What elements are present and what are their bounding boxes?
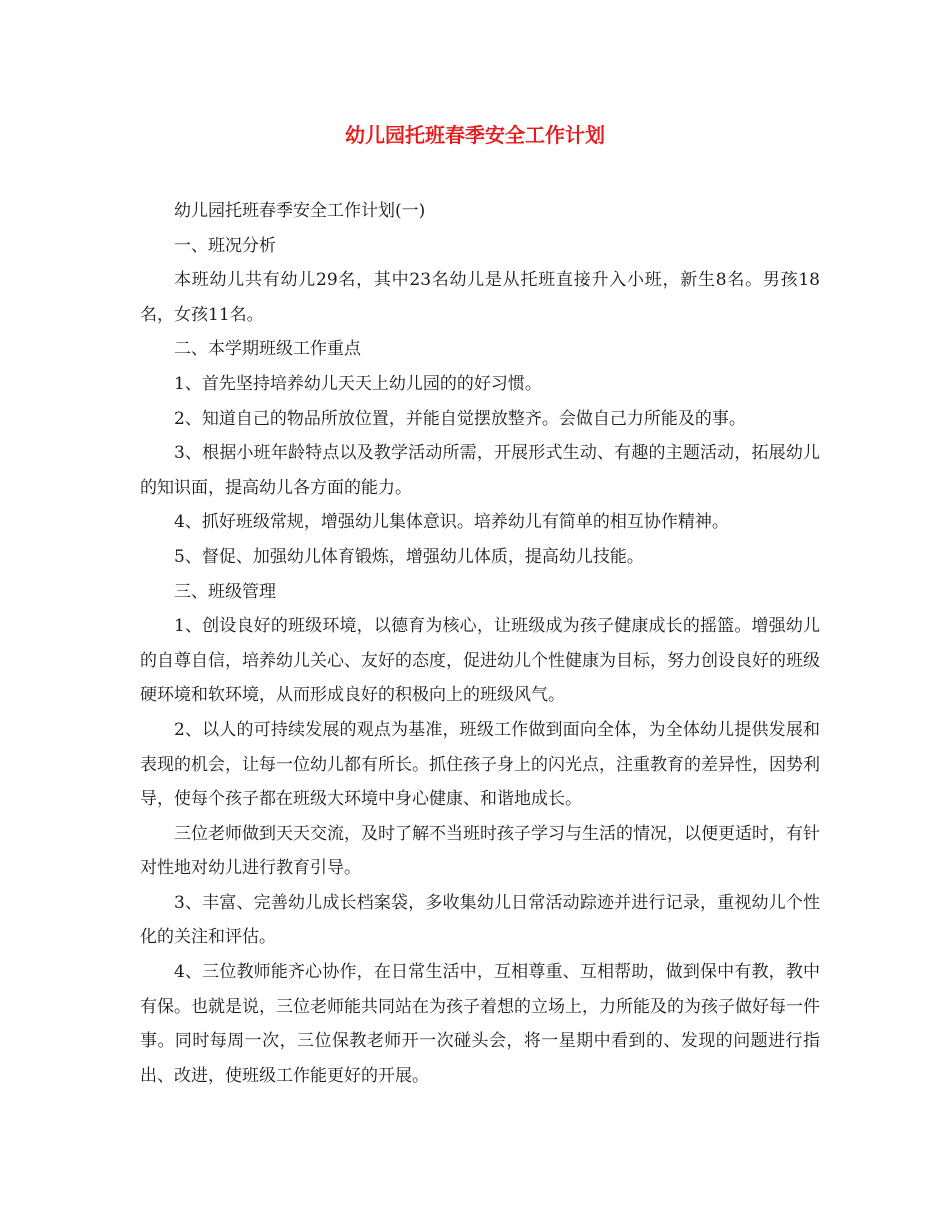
paragraph: 3、根据小班年龄特点以及教学活动所需，开展形式生动、有趣的主题活动，拓展幼儿的知识面，提高幼儿各方面的能力。 bbox=[140, 443, 820, 498]
section-heading-2: 二、本学期班级工作重点 bbox=[174, 339, 361, 360]
paragraph: 1、首先坚持培养幼儿天天上幼儿园的的好习惯。 bbox=[174, 373, 542, 394]
paragraph: 三位老师做到天天交流，及时了解不当班时孩子学习与生活的情况，以便更适时，有针对性地对幼儿进行教育引导。 bbox=[140, 823, 820, 879]
paragraph: 1、创设良好的班级环境，以德育为核心，让班级成为孩子健康成长的摇篮。增强幼儿的自尊自信，培养幼儿关心、友好的态度，促进幼儿个性健康为目标，努力创设良好的班级硬环境和软环境，从而形成良好的积极向上的班级风气。 bbox=[140, 616, 820, 706]
section-heading-3: 三、班级管理 bbox=[174, 581, 276, 602]
document-title: 幼儿园托班春季安全工作计划 bbox=[345, 123, 605, 147]
paragraph: 2、以人的可持续发展的观点为基准，班级工作做到面向全体，为全体幼儿提供发展和表现的机会，让每一位幼儿都有所长。抓住孩子身上的闪光点，注重教育的差异性，因势利导，使每个孩子都在班级大环境中身心健康、和谐地成长。 bbox=[140, 719, 820, 810]
paragraph: 4、三位教师能齐心协作，在日常生活中，互相尊重、互相帮助，做到保中有教，教中有保。也就是说，三位老师能共同站在为孩子着想的立场上，力所能及的为孩子做好每一件事。同时每周一次，三位保教老师开一次碰头会，将一星期中看到的、发现的问题进行指出、改进，使班级工作能更好的开展。 bbox=[140, 962, 820, 1086]
paragraph: 2、知道自己的物品所放位置，并能自觉摆放整齐。会做自己力所能及的事。 bbox=[174, 408, 746, 429]
paragraph-subtitle: 幼儿园托班春季安全工作计划(一) bbox=[174, 201, 426, 221]
paragraph: 3、丰富、完善幼儿成长档案袋，多收集幼儿日常活动踪迹并进行记录，重视幼儿个性化的关注和评估。 bbox=[140, 892, 820, 948]
paragraph: 4、抓好班级常规，增强幼儿集体意识。培养幼儿有简单的相互协作精神。 bbox=[174, 512, 729, 533]
paragraph: 本班幼儿共有幼儿29名，其中23名幼儿是从托班直接升入小班，新生8名。男孩18名，女孩11名。 bbox=[140, 270, 820, 325]
paragraph: 5、督促、加强幼儿体育锻炼，增强幼儿体质，提高幼儿技能。 bbox=[174, 546, 644, 567]
section-heading-1: 一、班况分析 bbox=[174, 235, 276, 256]
document-body bbox=[140, 194, 820, 1093]
